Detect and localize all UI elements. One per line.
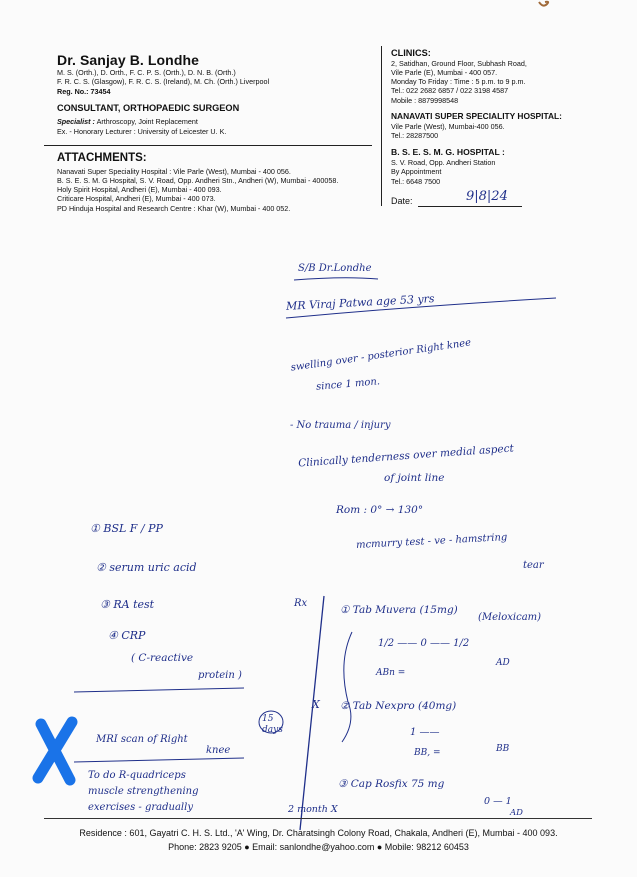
clinic-line: 2, Satidhan, Ground Floor, Subhash Road,	[391, 59, 527, 68]
footer-rule	[44, 818, 592, 819]
hospital-2-line: By Appointment	[391, 167, 442, 176]
investigation-line: ③ RA test	[100, 598, 155, 611]
underline-stroke	[294, 278, 378, 280]
cross-mark: X	[312, 698, 320, 711]
attachments-title: ATTACHMENTS:	[57, 152, 147, 164]
note-line: Rom : 0° → 130°	[336, 504, 424, 516]
blue-marker-cross	[38, 722, 72, 780]
clinic-mobile: Mobile : 8879998548	[391, 96, 459, 105]
duration-note: 15 days	[262, 714, 283, 735]
patient-line: MR Viraj Patwa age 53 yrs	[285, 292, 435, 313]
qualifications-line-2: F. R. C. S. (Glasgow), F. R. C. S. (Ireland), M. Ch. (Orth.) Liverpool	[57, 77, 270, 86]
attachment-item: B. S. E. S. M. G Hospital, S. V. Road, Opp. Andheri Stn., Andheri (W), Mumbai - 400058.	[57, 176, 339, 185]
hospital-2-title: B. S. E. S. M. G. HOSPITAL :	[391, 147, 505, 157]
clinics-title: CLINICS:	[391, 48, 431, 58]
designation: CONSULTANT, ORTHOPAEDIC SURGEON	[57, 103, 240, 113]
hospital-2-line: S. V. Road, Opp. Andheri Station	[391, 158, 496, 167]
clinic-phone: Tel.: 022 2682 6857 / 022 3198 4587	[391, 86, 509, 95]
note-line: - No trauma / injury	[290, 420, 391, 431]
separator-stroke	[74, 758, 244, 762]
hospital-1-line: Vile Parle (West), Mumbai-400 056.	[391, 122, 505, 131]
note-line: since 1 mon.	[315, 376, 381, 393]
registration-number: Reg. No.: 73454	[57, 87, 111, 96]
rx-symbol: Rx	[294, 598, 308, 609]
advice-line: muscle strengthening	[88, 786, 199, 797]
footer-contact: Phone: 2823 9205 ● Email: sanlondhe@yahoo.com ● Mobile: 98212 60453	[168, 842, 469, 852]
specialist-label: Specialist :	[57, 117, 95, 126]
dosage-line: 1 ——	[410, 727, 440, 738]
duration-note: 2 month X	[288, 804, 338, 815]
medication-line: (Meloxicam)	[478, 612, 542, 623]
investigation-line: ② serum uric acid	[96, 561, 197, 574]
hospital-1-title: NANAVATI SUPER SPECIALITY HOSPITAL:	[391, 111, 562, 121]
specialist-value: Arthroscopy, Joint Replacement	[96, 117, 198, 126]
divider-stroke	[300, 596, 324, 830]
clinic-line: Vile Parle (E), Mumbai - 400 057.	[391, 68, 498, 77]
note-line: tear	[523, 560, 544, 571]
medication-line: ③ Cap Rosfix 75 mg	[338, 778, 445, 790]
footer-address: Residence : 601, Gayatri C. H. S. Ltd., 'A' Wing, Dr. Charatsingh Colony Road, Chakala, Andheri (E), Mumbai - 400 093.	[79, 828, 558, 838]
note-line: of joint line	[384, 472, 445, 484]
note-line: Clinically tenderness over medial aspect	[297, 442, 515, 470]
medication-line: ② Tab Nexpro (40mg)	[340, 700, 457, 712]
hospital-2-line: Tel.: 6648 7500	[391, 177, 441, 186]
attachment-item: Holy Spirit Hospital, Andheri (E), Mumbai - 400 093.	[57, 185, 222, 194]
investigation-line: knee	[206, 745, 231, 756]
note-line: swelling over - posterior Right knee	[290, 337, 472, 374]
investigation-line: MRI scan of Right	[96, 734, 188, 745]
dosage-line: ABn =	[376, 668, 406, 678]
corner-mark	[539, 2, 548, 6]
note-line: S/B Dr.Londhe	[298, 263, 372, 274]
advice-line: exercises - gradually	[88, 802, 193, 813]
attachment-item: PD Hinduja Hospital and Research Centre : Khar (W), Mumbai - 400 052.	[57, 204, 291, 213]
clinic-line: Monday To Friday : Time : 5 p.m. to 9 p.m.	[391, 77, 526, 86]
investigation-line: protein )	[198, 670, 242, 681]
circle-stroke	[259, 711, 283, 733]
dosage-line: AD	[510, 808, 523, 818]
note-line: mcmurry test - ve - hamstring	[355, 532, 508, 551]
investigation-line: ( C-reactive	[131, 652, 194, 664]
doctor-name: Dr. Sanjay B. Londhe	[57, 52, 200, 68]
hospital-1-line: Tel.: 28287500	[391, 131, 439, 140]
lecturer-line: Ex. - Honorary Lecturer : University of Leicester U. K.	[57, 127, 227, 136]
dosage-line: BB, =	[414, 748, 441, 758]
investigation-line: ① BSL F / PP	[90, 522, 163, 535]
investigation-line: ④ CRP	[108, 629, 146, 642]
attachment-item: Criticare Hospital, Andheri (E), Mumbai - 400 073.	[57, 194, 216, 203]
date-value: 9|8|24	[466, 189, 508, 204]
dosage-line: AD	[496, 658, 510, 668]
dosage-line: BB	[496, 744, 510, 754]
dosage-line: 1/2 —— 0 —— 1/2	[378, 638, 470, 649]
attachment-item: Nanavati Super Speciality Hospital : Vile Parle (West), Mumbai - 400 056.	[57, 167, 291, 176]
date-label: Date:	[391, 196, 413, 206]
dosage-line: 0 — 1	[484, 796, 512, 807]
medication-line: ① Tab Muvera (15mg)	[340, 604, 458, 616]
qualifications-line-1: M. S. (Orth.), D. Orth., F. C. P. S. (Orth.), D. N. B. (Orth.)	[57, 68, 236, 77]
bracket-stroke	[342, 632, 352, 742]
underline-stroke	[286, 298, 556, 318]
separator-stroke	[74, 688, 244, 692]
advice-line: To do R-quadriceps	[88, 770, 186, 781]
